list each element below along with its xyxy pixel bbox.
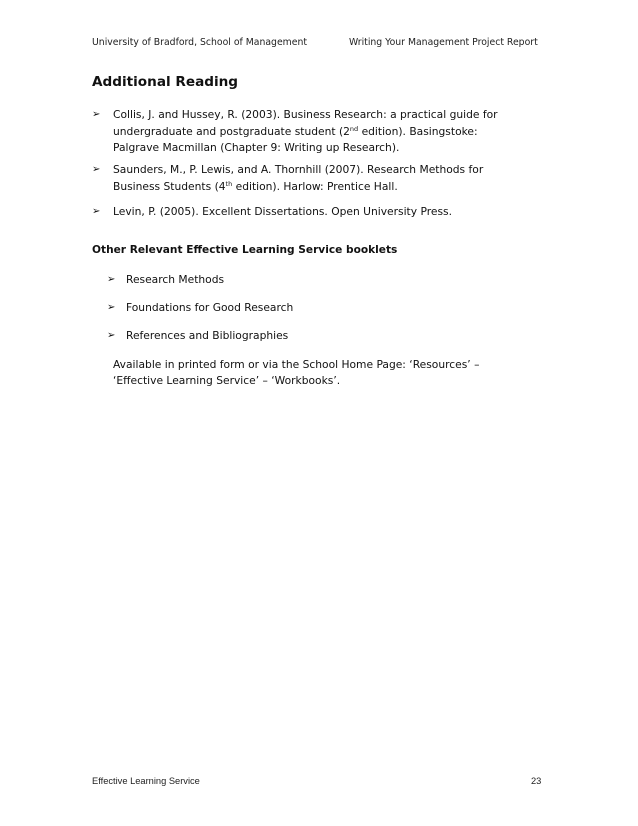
reference-line: Collis, J. and Hussey, R. (2003). Business Research: a practical guide for <box>113 108 498 121</box>
reference-line: Saunders, M., P. Lewis, and A. Thornhill (2007). Research Methods for <box>113 163 484 176</box>
arrow-bullet-icon: ➢ <box>92 164 101 175</box>
arrow-bullet-icon: ➢ <box>107 330 116 341</box>
section-title-additional-reading: Additional Reading <box>92 74 239 90</box>
ordinal-superscript: nd <box>349 124 359 133</box>
reference-line: Levin, P. (2005). Excellent Dissertations. Open University Press. <box>113 205 452 218</box>
reference-line: undergraduate and postgraduate student (2nd edition). Basingstoke: <box>113 124 478 138</box>
availability-note <box>113 357 479 389</box>
header-right-text: Writing Your Management Project Report <box>349 37 538 48</box>
booklet-label: Research Methods <box>126 273 225 286</box>
arrow-bullet-icon: ➢ <box>107 302 116 313</box>
arrow-bullet-icon: ➢ <box>92 206 101 217</box>
booklet-label: References and Bibliographies <box>126 329 289 342</box>
reference-item <box>92 162 552 196</box>
reference-line: Business Students (4th edition). Harlow: Prentice Hall. <box>113 179 398 193</box>
arrow-bullet-icon: ➢ <box>92 109 101 120</box>
reference-line: Palgrave Macmillan (Chapter 9: Writing up Research). <box>113 141 400 154</box>
reference-item <box>92 107 552 157</box>
arrow-bullet-icon: ➢ <box>107 274 116 285</box>
reference-item <box>92 204 552 221</box>
availability-line: Available in printed form or via the School Home Page: ‘Resources’ – <box>113 358 480 371</box>
header-left-text: University of Bradford, School of Management <box>92 37 307 48</box>
availability-line: ‘Effective Learning Service’ – ‘Workbooks’. <box>113 374 341 387</box>
section-title-other-booklets: Other Relevant Effective Learning Service booklets <box>92 244 398 256</box>
ordinal-superscript: th <box>225 179 233 188</box>
booklet-label: Foundations for Good Research <box>126 301 294 314</box>
footer-left-text: Effective Learning Service <box>92 776 200 786</box>
page-number: 23 <box>531 776 542 786</box>
